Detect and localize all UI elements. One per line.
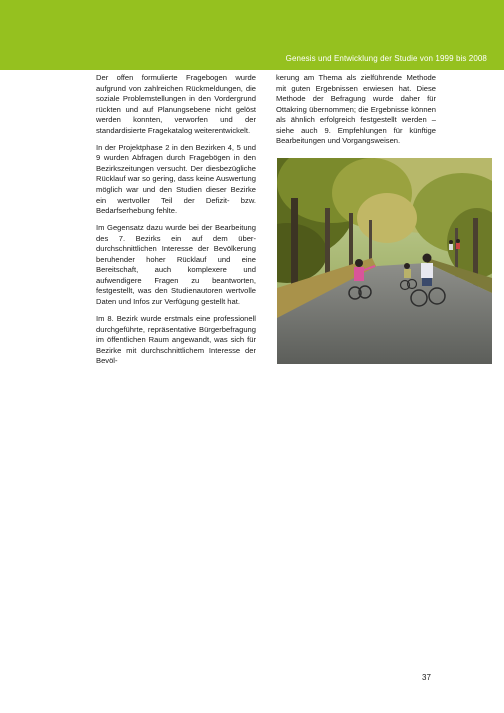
left-text-column bbox=[96, 73, 256, 373]
page-number: 37 bbox=[422, 673, 431, 682]
left-paragraph-4: Im 8. Bezirk wurde erstmals eine professionell durchgeführte, repräsentative Bürgerbefragung im öffentlichen Raum angewandt, was sich für Bezirke mit durchschnittlichem Interesse der Bevöl- bbox=[96, 313, 256, 366]
right-text-column bbox=[276, 73, 436, 153]
left-paragraph-2: In der Projektphase 2 in den Bezirken 4, 5 und 9 wurden Abfragen durch Fragebögen in den Bezirkszeitungen versucht. Der diesbezügliche Rücklauf war so gering, dass keine Auswertung möglich war und den Studien dieser Bezirke ein wertvoller Teil der Defizit- bzw. Bedarfserhebung fehlte. bbox=[96, 142, 256, 216]
left-paragraph-1: Der offen formulierte Fragebogen wurde aufgrund von zahlreichen Rückmeldungen, die soziale Problemstellungen in den Vordergrund rückten und auf Planungsebene nicht gelöst werden konnten, verworfen und der standardisierte Fragekatalog weiterentwickelt. bbox=[96, 73, 256, 135]
photo-cyclists-icon bbox=[277, 158, 492, 364]
right-paragraph-1: kerung am Thema als zielführende Methode mit guten Ergebnissen erwiesen hat. Diese Methode der Befragung wurde daher für Ottakring übernommen; die Ergebnisse können als ähnlich erfolgreich festgestellt werden – siehe auch 9. Empfehlungen für künftige Bearbeitungen und Vorgangsweisen. bbox=[276, 73, 436, 146]
running-header-title: Genesis und Entwicklung der Studie von 1999 bis 2008 bbox=[285, 54, 487, 63]
header-band bbox=[0, 0, 504, 70]
left-paragraph-3: Im Gegensatz dazu wurde bei der Bearbeitung des 7. Bezirks ein auf dem überdurchschnittlichen Interesse der Bevölkerung beruhender hoher Rücklauf und eine Bereitschaft, auch komplexere und aufwendigere Fragen zu beantworten, festgestellt, was den Studienautoren wertvolle Daten und Infos zur Verfügung gestellt hat. bbox=[96, 223, 256, 306]
